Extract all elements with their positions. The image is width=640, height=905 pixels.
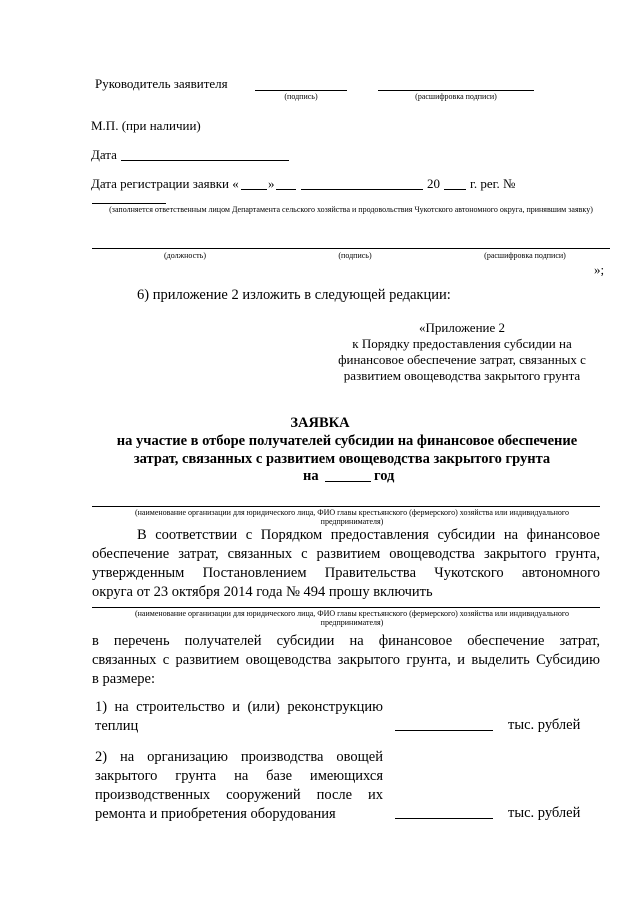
reg-quote-close: » (268, 176, 275, 191)
decode-caption: (расшифровка подписи) (415, 92, 497, 101)
appendix-header (330, 320, 594, 384)
closing-mark: »; (594, 262, 605, 277)
reg-number-field[interactable] (92, 203, 166, 204)
reg-year-prefix: 20 (427, 176, 440, 191)
para2-line-2: связанных с развитием овощеводства закрытого грунта, и выделить Субсидию (92, 652, 600, 668)
item-1-unit: тыс. рублей (508, 717, 581, 733)
para2-line-3: в размере: (92, 671, 156, 687)
item-2-line-3: производственных сооружений после их (95, 787, 383, 803)
position-caption: (должность) (164, 251, 206, 260)
item-1-line-2: теплиц (95, 718, 139, 734)
reg-month-name-field[interactable] (301, 189, 423, 190)
item-1-amount-field[interactable] (395, 730, 493, 731)
reg-suffix: г. рег. № (470, 176, 516, 191)
dept-note: (заполняется ответственным лицом Департамента сельского хозяйства и продовольствия Чукотского автономного округа, принявшим заявку) (109, 205, 593, 214)
amendment-text: 6) приложение 2 изложить в следующей редакции: (137, 287, 451, 303)
title-line-3-suffix: год (374, 468, 395, 484)
stamp-label: М.П. (при наличии) (91, 118, 201, 133)
item-2-line-4: ремонта и приобретения оборудования (95, 806, 336, 822)
item-1-text (95, 698, 383, 736)
item-2-line-1: 2) на организацию производства овощей (95, 749, 383, 765)
item-2-text (95, 748, 383, 824)
organization-field-1[interactable] (92, 506, 600, 507)
organization-field-2[interactable] (92, 607, 600, 608)
appendix-line-1: «Приложение 2 (418, 320, 506, 335)
reg-month-field[interactable] (276, 189, 296, 190)
signature-caption: (подпись) (284, 92, 318, 101)
appendix-line-3: финансовое обеспечение затрат, связанных с (338, 352, 586, 367)
signature-caption-2: (подпись) (338, 251, 372, 260)
para1-line-1: В соответствии с Порядком предоставления субсидии на финансовое (137, 527, 600, 543)
item-2-unit: тыс. рублей (508, 805, 581, 821)
reg-year-field[interactable] (444, 189, 466, 190)
para1-line-2: обеспечение затрат, связанных с развитием овощеводства закрытого грунта, (92, 546, 600, 562)
paragraph-2 (92, 632, 600, 689)
title-word: ЗАЯВКА (290, 415, 350, 431)
org-caption-1: (наименование организации для юридического лица, ФИО главы крестьянского (фермерского) хозяйства или индивидуального предпринимателя) (134, 508, 570, 526)
appendix-line-2: к Порядку предоставления субсидии на (352, 336, 572, 351)
year-field[interactable] (325, 481, 371, 482)
signature-line[interactable] (255, 90, 347, 91)
signature-decode-line[interactable] (378, 90, 534, 91)
item-2-line-2: закрытого грунта на базе имеющихся (95, 768, 383, 784)
decode-caption-2: (расшифровка подписи) (484, 251, 566, 260)
title-line-3-prefix: на (303, 468, 319, 484)
date-label: Дата (91, 147, 117, 162)
head-label: Руководитель заявителя (95, 76, 228, 91)
item-2-amount-field[interactable] (395, 818, 493, 819)
para1-line-4: округа от 23 октября 2014 года № 494 прошу включить (92, 584, 433, 600)
item-1-line-1: 1) на строительство и (или) реконструкцию (95, 699, 383, 715)
appendix-line-4: развитием овощеводства закрытого грунта (343, 368, 581, 383)
para2-line-1: в перечень получателей субсидии на финансовое обеспечение затрат, (92, 633, 600, 649)
date-field[interactable] (121, 160, 289, 161)
para1-line-3: утвержденным Постановлением Правительства Чукотского автономного (92, 565, 600, 581)
title-line-1: на участие в отборе получателей субсидии на финансовое обеспечение (116, 433, 578, 449)
org-caption-2: (наименование организации для юридического лица, ФИО главы крестьянского (фермерского) хозяйства или индивидуального предпринимателя) (134, 609, 570, 627)
paragraph-1 (92, 526, 600, 602)
official-signature-line[interactable] (92, 248, 610, 249)
title-line-2: затрат, связанных с развитием овощеводства закрытого грунта (133, 451, 551, 467)
reg-day-field[interactable] (241, 189, 267, 190)
reg-prefix: Дата регистрации заявки « (91, 176, 239, 191)
